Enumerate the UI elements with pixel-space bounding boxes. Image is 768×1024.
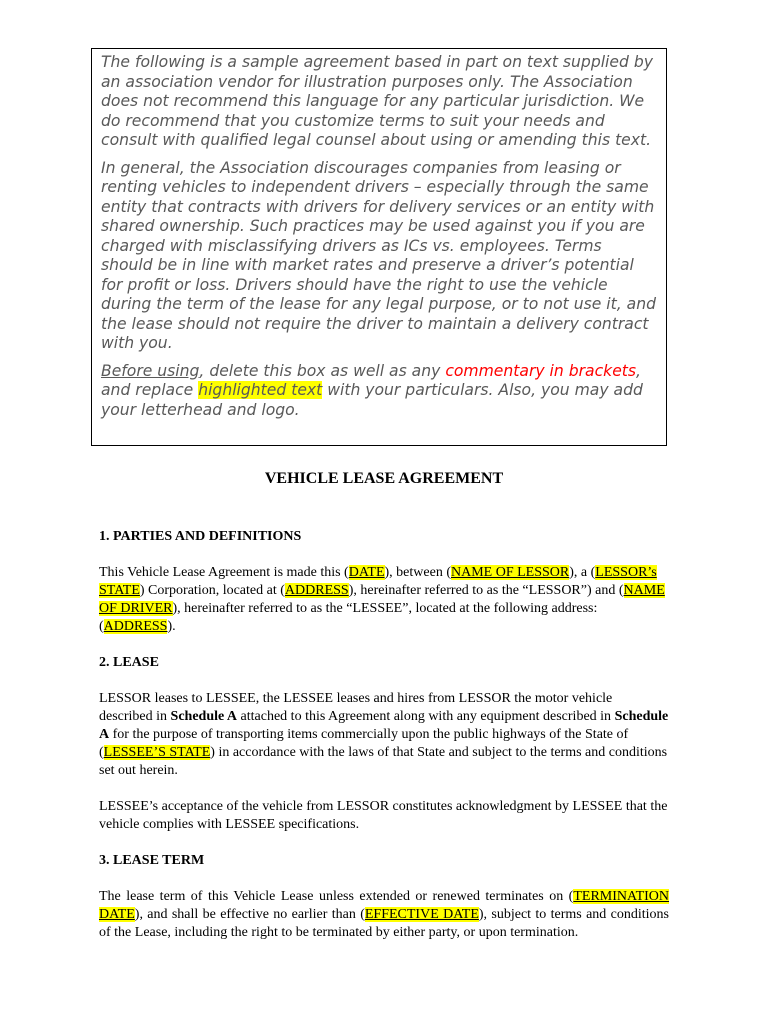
notice-paragraph-1: The following is a sample agreement based in part on text supplied by an association vendor for illustration purposes only. The Association does not recommend this language for any particular jurisdiction. We do recommend that you customize terms to suit your needs and consult with qualified legal counsel about using or amending this text. <box>101 53 653 149</box>
body-text: ), hereinafter referred to as the “LESSEE”, located at the following address: ( <box>99 601 598 634</box>
lease-paragraph-1 <box>99 690 669 780</box>
schedule-a-ref: Schedule A <box>170 709 238 724</box>
body-text: ), hereinafter referred to as the “LESSOR”) and ( <box>348 583 624 598</box>
lease-paragraph-2: LESSEE’s acceptance of the vehicle from LESSOR constitutes acknowledgment by LESSEE that the vehicle complies with LESSEE specifications. <box>99 799 668 832</box>
instructions-box <box>91 48 667 446</box>
body-text: ), subject to terms and conditions of the Lease, including the right to be terminated by either party, or upon termination. <box>99 907 669 940</box>
body-text: ), and shall be effective no earlier than ( <box>134 907 365 922</box>
before-using-text: Before using <box>101 361 200 380</box>
field-lessee-state: LESSEE’S STATE <box>103 745 211 760</box>
field-name-of-driver: NAME OF DRIVER <box>99 583 665 616</box>
section-heading-lease: 2. LEASE <box>99 655 159 670</box>
body-text: attached to this Agreement along with any equipment described in <box>237 709 615 724</box>
field-address: ADDRESS <box>284 583 349 598</box>
notice-text: , delete this box as well as any <box>199 361 446 380</box>
body-text: This Vehicle Lease Agreement is made this ( <box>99 565 349 580</box>
document-title: VEHICLE LEASE AGREEMENT <box>264 470 504 487</box>
body-text: ) in accordance with the laws of that State and subject to the terms and conditions set out herein. <box>99 745 668 778</box>
section-heading-parties: 1. PARTIES AND DEFINITIONS <box>99 529 302 544</box>
field-termination-date: TERMINATION DATE <box>99 889 669 922</box>
body-text: ) Corporation, located at ( <box>139 583 285 598</box>
field-address: ADDRESS <box>103 619 168 634</box>
body-text: ), between ( <box>384 565 451 580</box>
notice-paragraph-2: In general, the Association discourages companies from leasing or renting vehicles to independent drivers – especially through the same entity that contracts with drivers for delivery services or an entity with shared ownership. Such practices may be used against you if you are charged with misclassifying drivers as ICs vs. employees. Terms should be in line with market rates and preserve a driver’s potential for profit or loss. Drivers should have the right to use the vehicle during the term of the lease for any legal purpose, or to not use it, and the lease should not require the driver to maintain a delivery contract with you. <box>101 158 656 352</box>
body-text: LESSOR leases to LESSEE, the LESSEE leases and hires from LESSOR the motor vehicle described in <box>99 691 613 724</box>
notice-text: with your particulars. Also, you may add your letterhead and logo. <box>101 381 643 419</box>
field-name-of-lessor: NAME OF LESSOR <box>450 565 570 580</box>
lease-term-paragraph <box>99 888 669 942</box>
schedule-a-ref: Schedule A <box>99 709 669 742</box>
body-text: The lease term of this Vehicle Lease unless extended or renewed terminates on ( <box>99 889 574 904</box>
body-text: ), a ( <box>569 565 596 580</box>
agreement-body <box>99 470 669 960</box>
highlighted-text-sample: highlighted text <box>198 381 323 399</box>
body-text: for the purpose of transporting items commercially upon the public highways of the State of ( <box>99 727 629 760</box>
commentary-in-brackets-text: commentary in brackets <box>445 361 637 380</box>
section-heading-lease-term: 3. LEASE TERM <box>99 853 205 868</box>
field-date: DATE <box>348 565 385 580</box>
field-effective-date: EFFECTIVE DATE <box>364 907 479 922</box>
body-text: ). <box>167 619 176 634</box>
parties-paragraph <box>99 564 669 636</box>
field-lessor-state: LESSOR’s STATE <box>99 565 657 598</box>
notice-text: , and replace <box>101 361 641 399</box>
notice-paragraph-3 <box>101 362 657 421</box>
